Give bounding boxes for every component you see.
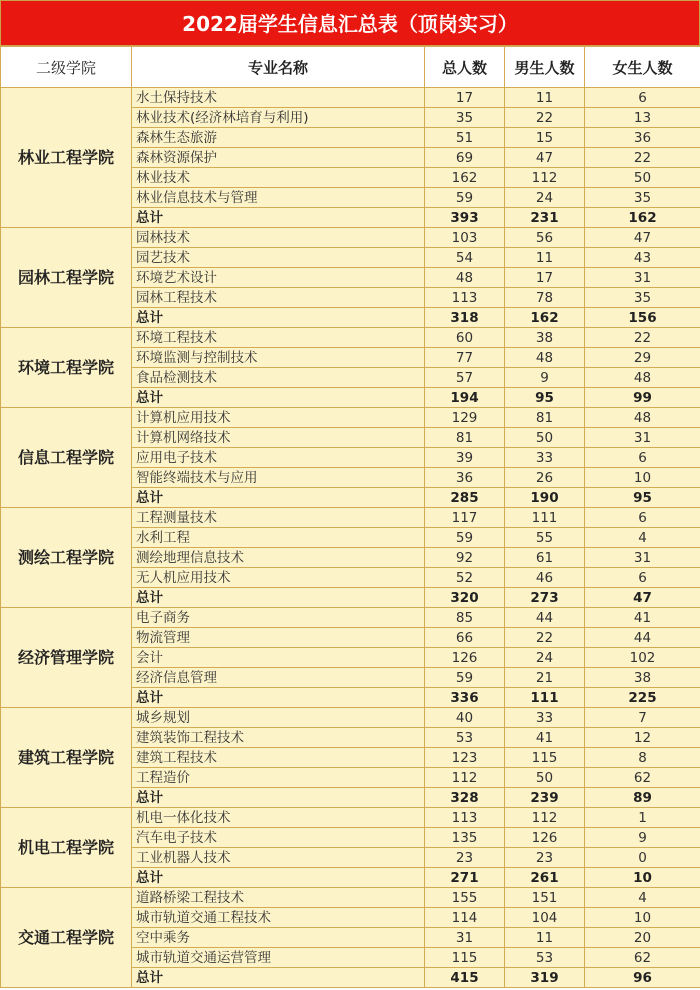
major-name: 工程造价 [132,768,425,788]
total-count: 126 [425,648,505,668]
header-female: 女生人数 [585,47,700,88]
male-count: 55 [505,528,585,548]
male-count: 47 [505,148,585,168]
major-name: 经济信息管理 [132,668,425,688]
header-row [1,47,700,88]
sheet-title: 2022届学生信息汇总表（顶岗实习） [0,0,700,46]
major-name: 道路桥梁工程技术 [132,888,425,908]
female-count: 10 [585,468,700,488]
male-count: 126 [505,828,585,848]
total-label: 总计 [132,208,425,228]
total-count: 135 [425,828,505,848]
male-count: 11 [505,248,585,268]
total-count: 77 [425,348,505,368]
total-count: 51 [425,128,505,148]
table-row [1,808,700,828]
college-name: 交通工程学院 [1,888,132,988]
total-count: 194 [425,388,505,408]
female-count: 4 [585,888,700,908]
male-count: 111 [505,688,585,708]
header-total: 总人数 [425,47,505,88]
total-label: 总计 [132,688,425,708]
female-count: 162 [585,208,700,228]
male-count: 11 [505,928,585,948]
total-count: 328 [425,788,505,808]
major-name: 环境艺术设计 [132,268,425,288]
female-count: 48 [585,368,700,388]
summary-table [0,46,700,988]
total-count: 53 [425,728,505,748]
male-count: 21 [505,668,585,688]
table-row [1,328,700,348]
total-count: 48 [425,268,505,288]
major-name: 建筑工程技术 [132,748,425,768]
male-count: 273 [505,588,585,608]
female-count: 44 [585,628,700,648]
total-count: 81 [425,428,505,448]
total-count: 54 [425,248,505,268]
total-count: 115 [425,948,505,968]
total-count: 123 [425,748,505,768]
total-count: 69 [425,148,505,168]
college-name: 园林工程学院 [1,228,132,328]
total-count: 60 [425,328,505,348]
male-count: 50 [505,768,585,788]
male-count: 61 [505,548,585,568]
female-count: 62 [585,768,700,788]
female-count: 31 [585,268,700,288]
female-count: 12 [585,728,700,748]
female-count: 89 [585,788,700,808]
male-count: 24 [505,188,585,208]
total-label: 总计 [132,868,425,888]
female-count: 6 [585,568,700,588]
major-name: 森林生态旅游 [132,128,425,148]
male-count: 112 [505,808,585,828]
male-count: 151 [505,888,585,908]
total-count: 285 [425,488,505,508]
female-count: 7 [585,708,700,728]
major-name: 测绘地理信息技术 [132,548,425,568]
female-count: 22 [585,328,700,348]
male-count: 23 [505,848,585,868]
college-name: 经济管理学院 [1,608,132,708]
total-count: 59 [425,668,505,688]
total-count: 85 [425,608,505,628]
college-name: 机电工程学院 [1,808,132,888]
male-count: 15 [505,128,585,148]
table-row [1,408,700,428]
header-major: 专业名称 [132,47,425,88]
major-name: 汽车电子技术 [132,828,425,848]
table-row [1,228,700,248]
male-count: 53 [505,948,585,968]
major-name: 智能终端技术与应用 [132,468,425,488]
major-name: 空中乘务 [132,928,425,948]
male-count: 26 [505,468,585,488]
total-count: 113 [425,808,505,828]
major-name: 应用电子技术 [132,448,425,468]
female-count: 41 [585,608,700,628]
male-count: 9 [505,368,585,388]
male-count: 33 [505,708,585,728]
female-count: 47 [585,228,700,248]
major-name: 建筑装饰工程技术 [132,728,425,748]
male-count: 24 [505,648,585,668]
total-label: 总计 [132,968,425,988]
major-name: 林业信息技术与管理 [132,188,425,208]
header-male: 男生人数 [505,47,585,88]
male-count: 46 [505,568,585,588]
total-label: 总计 [132,588,425,608]
male-count: 112 [505,168,585,188]
major-name: 环境监测与控制技术 [132,348,425,368]
major-name: 水利工程 [132,528,425,548]
male-count: 38 [505,328,585,348]
total-count: 36 [425,468,505,488]
female-count: 102 [585,648,700,668]
female-count: 9 [585,828,700,848]
major-name: 环境工程技术 [132,328,425,348]
total-label: 总计 [132,488,425,508]
female-count: 156 [585,308,700,328]
college-name: 建筑工程学院 [1,708,132,808]
college-name: 测绘工程学院 [1,508,132,608]
major-name: 城乡规划 [132,708,425,728]
total-label: 总计 [132,388,425,408]
male-count: 111 [505,508,585,528]
male-count: 48 [505,348,585,368]
total-count: 113 [425,288,505,308]
female-count: 31 [585,548,700,568]
major-name: 园林技术 [132,228,425,248]
male-count: 231 [505,208,585,228]
major-name: 物流管理 [132,628,425,648]
male-count: 56 [505,228,585,248]
total-count: 415 [425,968,505,988]
major-name: 城市轨道交通运营管理 [132,948,425,968]
female-count: 95 [585,488,700,508]
male-count: 319 [505,968,585,988]
total-count: 112 [425,768,505,788]
major-name: 工程测量技术 [132,508,425,528]
college-name: 信息工程学院 [1,408,132,508]
female-count: 31 [585,428,700,448]
total-label: 总计 [132,308,425,328]
major-name: 工业机器人技术 [132,848,425,868]
male-count: 44 [505,608,585,628]
male-count: 162 [505,308,585,328]
male-count: 115 [505,748,585,768]
male-count: 239 [505,788,585,808]
major-name: 水土保持技术 [132,88,425,108]
college-name: 林业工程学院 [1,88,132,228]
male-count: 41 [505,728,585,748]
male-count: 190 [505,488,585,508]
total-label: 总计 [132,788,425,808]
male-count: 95 [505,388,585,408]
female-count: 47 [585,588,700,608]
major-name: 会计 [132,648,425,668]
major-name: 林业技术(经济林培育与利用) [132,108,425,128]
major-name: 机电一体化技术 [132,808,425,828]
table-row [1,608,700,628]
male-count: 261 [505,868,585,888]
total-count: 318 [425,308,505,328]
female-count: 29 [585,348,700,368]
total-count: 31 [425,928,505,948]
total-count: 17 [425,88,505,108]
major-name: 森林资源保护 [132,148,425,168]
total-count: 35 [425,108,505,128]
female-count: 20 [585,928,700,948]
male-count: 81 [505,408,585,428]
male-count: 104 [505,908,585,928]
total-count: 393 [425,208,505,228]
table-row [1,708,700,728]
female-count: 6 [585,508,700,528]
male-count: 50 [505,428,585,448]
female-count: 4 [585,528,700,548]
female-count: 6 [585,88,700,108]
female-count: 36 [585,128,700,148]
total-count: 66 [425,628,505,648]
female-count: 38 [585,668,700,688]
female-count: 1 [585,808,700,828]
female-count: 35 [585,188,700,208]
male-count: 33 [505,448,585,468]
male-count: 22 [505,108,585,128]
female-count: 35 [585,288,700,308]
female-count: 62 [585,948,700,968]
male-count: 17 [505,268,585,288]
total-count: 39 [425,448,505,468]
total-count: 57 [425,368,505,388]
total-count: 320 [425,588,505,608]
total-count: 114 [425,908,505,928]
major-name: 园艺技术 [132,248,425,268]
college-name: 环境工程学院 [1,328,132,408]
major-name: 林业技术 [132,168,425,188]
female-count: 43 [585,248,700,268]
table-row [1,88,700,108]
total-count: 52 [425,568,505,588]
female-count: 0 [585,848,700,868]
total-count: 117 [425,508,505,528]
total-count: 59 [425,528,505,548]
female-count: 99 [585,388,700,408]
female-count: 10 [585,868,700,888]
total-count: 271 [425,868,505,888]
major-name: 城市轨道交通工程技术 [132,908,425,928]
female-count: 6 [585,448,700,468]
major-name: 计算机网络技术 [132,428,425,448]
table-body [1,88,700,988]
total-count: 103 [425,228,505,248]
total-count: 162 [425,168,505,188]
major-name: 电子商务 [132,608,425,628]
total-count: 23 [425,848,505,868]
female-count: 50 [585,168,700,188]
male-count: 22 [505,628,585,648]
female-count: 96 [585,968,700,988]
major-name: 无人机应用技术 [132,568,425,588]
male-count: 78 [505,288,585,308]
total-count: 155 [425,888,505,908]
total-count: 59 [425,188,505,208]
header-college: 二级学院 [1,47,132,88]
major-name: 园林工程技术 [132,288,425,308]
female-count: 22 [585,148,700,168]
total-count: 129 [425,408,505,428]
female-count: 225 [585,688,700,708]
female-count: 48 [585,408,700,428]
female-count: 10 [585,908,700,928]
male-count: 11 [505,88,585,108]
female-count: 13 [585,108,700,128]
total-count: 40 [425,708,505,728]
major-name: 计算机应用技术 [132,408,425,428]
total-count: 336 [425,688,505,708]
total-count: 92 [425,548,505,568]
table-row [1,888,700,908]
major-name: 食品检测技术 [132,368,425,388]
female-count: 8 [585,748,700,768]
table-row [1,508,700,528]
